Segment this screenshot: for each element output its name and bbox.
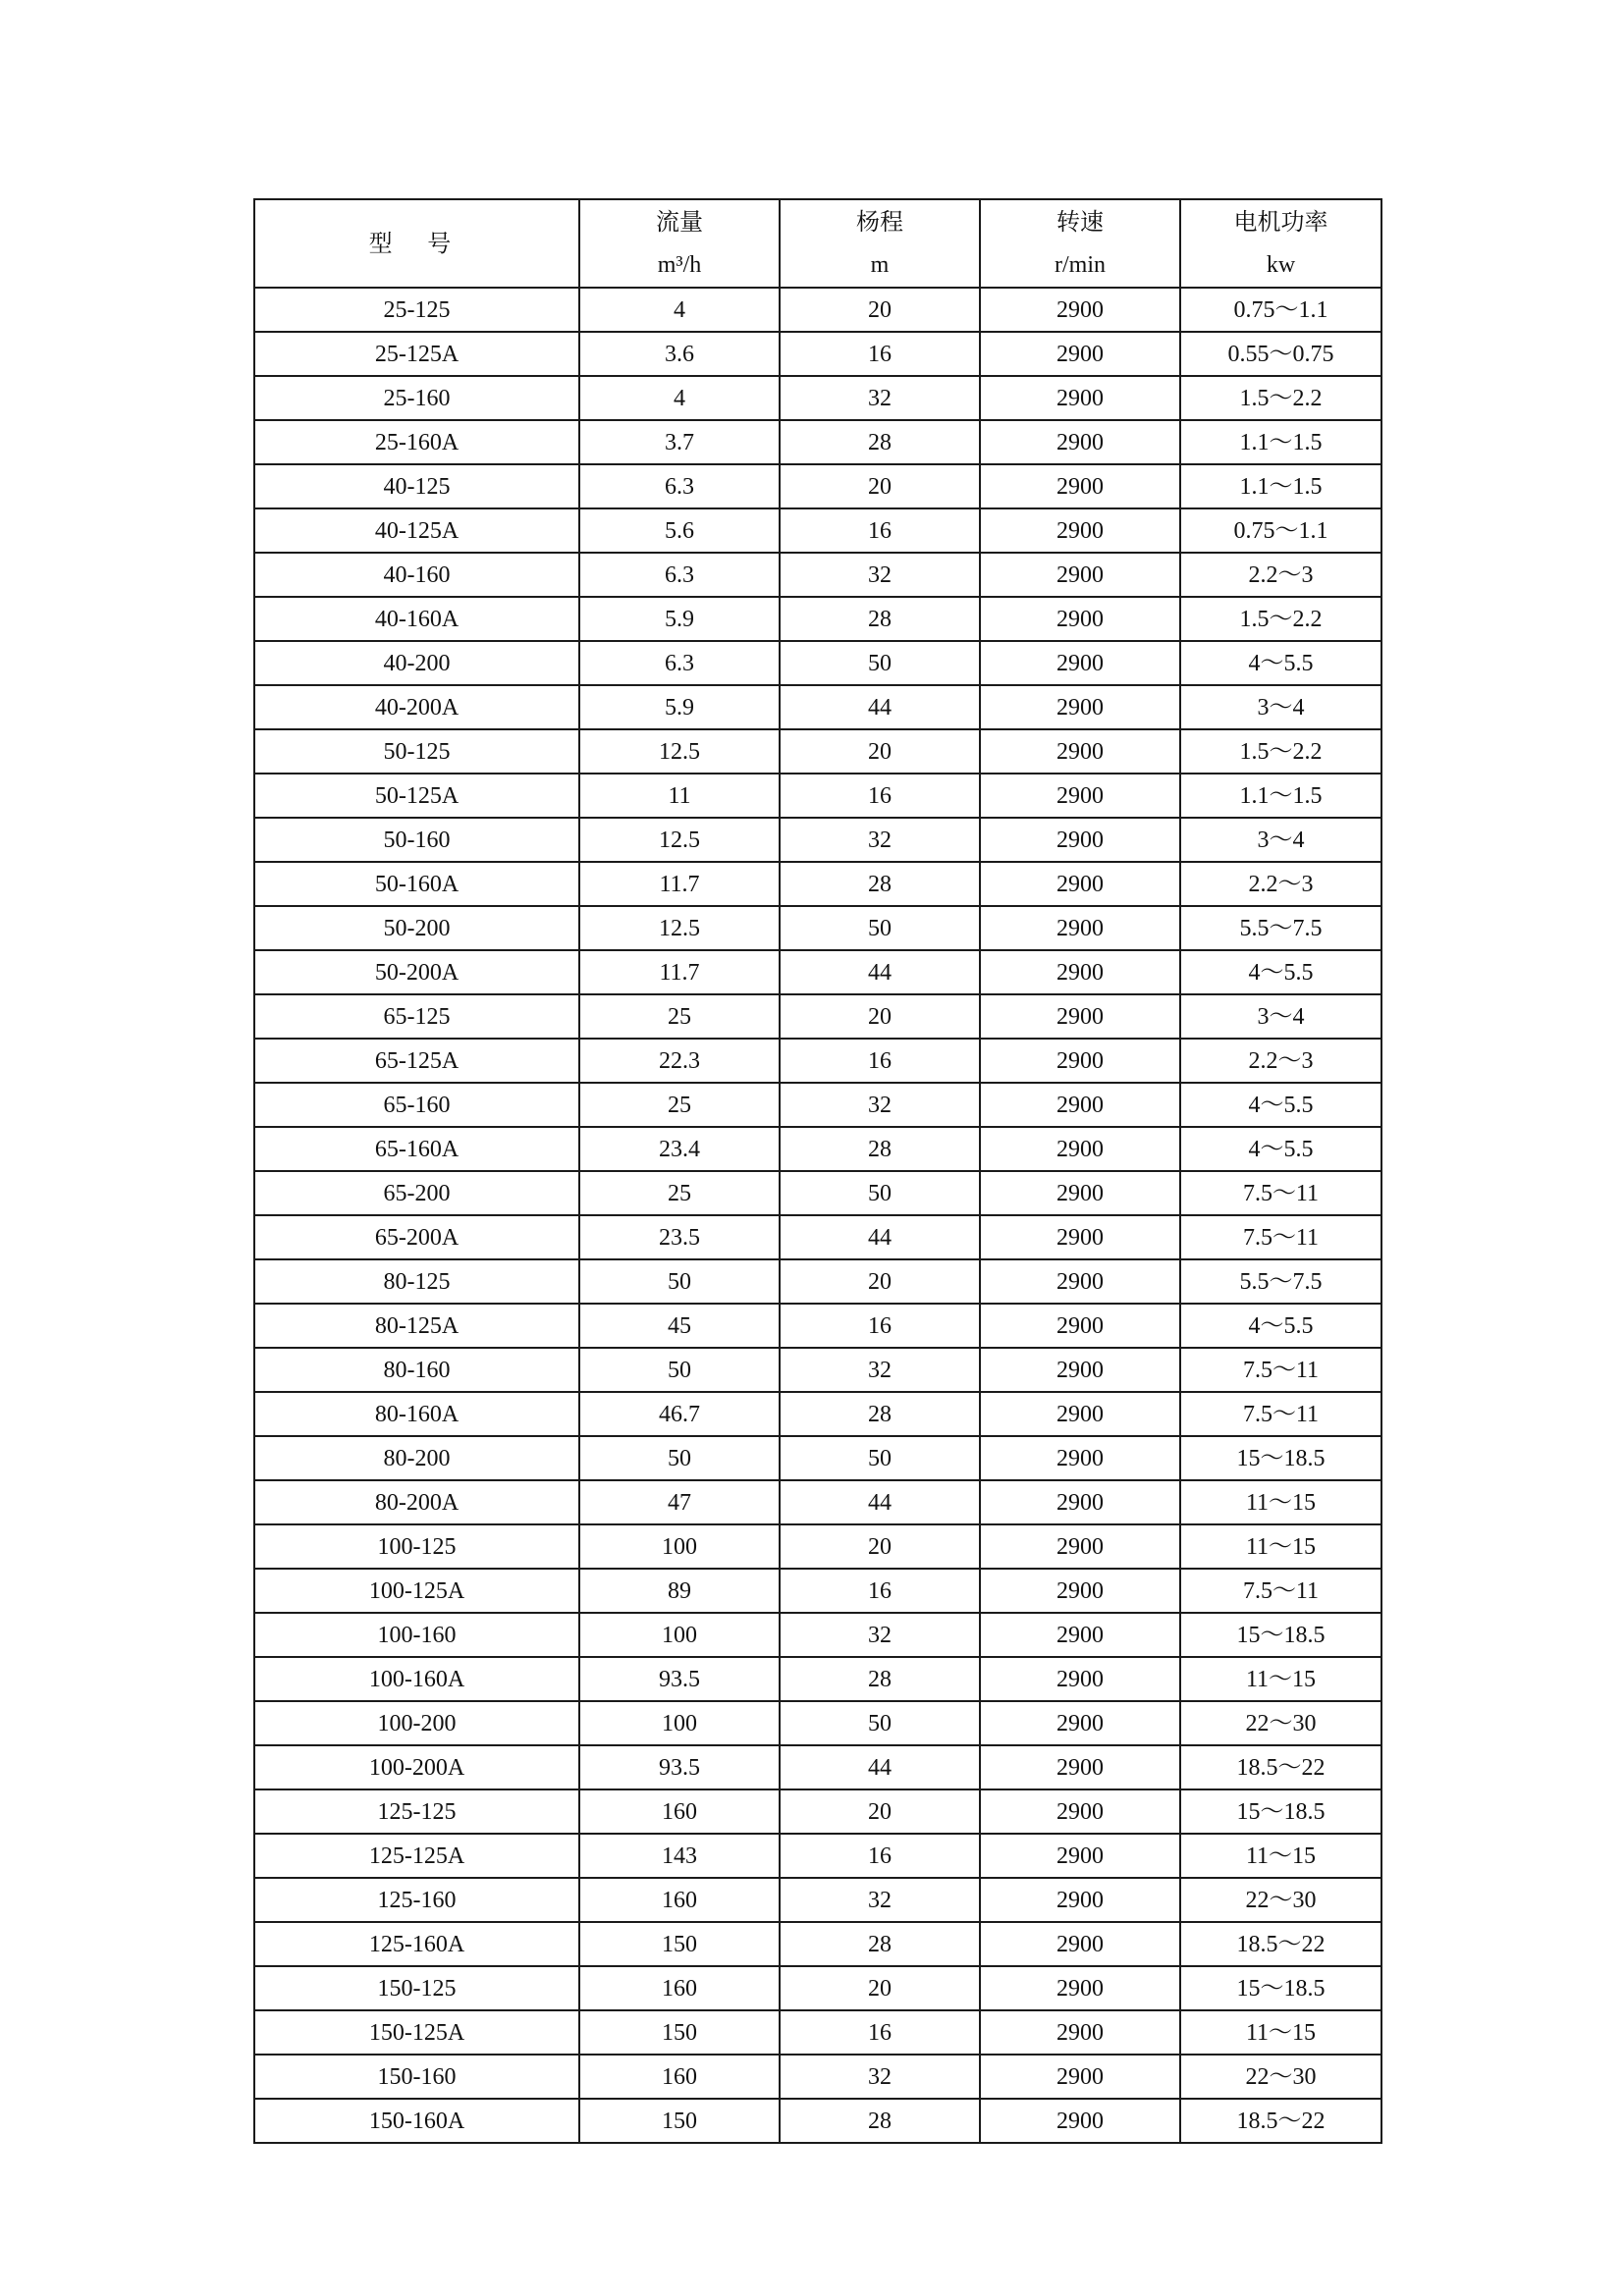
table-row: [254, 597, 1381, 641]
cell-power: 11～15: [1180, 1657, 1381, 1701]
cell-speed: 2900: [980, 464, 1180, 508]
table-row: [254, 1083, 1381, 1127]
cell-speed: 2900: [980, 1127, 1180, 1171]
cell-power: 15～18.5: [1180, 1613, 1381, 1657]
cell-head: 28: [780, 862, 980, 906]
cell-power: 1.5～2.2: [1180, 729, 1381, 774]
cell-head: 44: [780, 1215, 980, 1259]
cell-head: 20: [780, 1966, 980, 2010]
cell-speed: 2900: [980, 420, 1180, 464]
cell-head: 32: [780, 818, 980, 862]
cell-flow: 3.6: [579, 332, 780, 376]
cell-model: 150-160: [254, 2055, 579, 2099]
table-row: [254, 1171, 1381, 1215]
cell-power: 2.2～3: [1180, 1039, 1381, 1083]
cell-head: 32: [780, 1878, 980, 1922]
cell-model: 40-200A: [254, 685, 579, 729]
cell-flow: 25: [579, 1171, 780, 1215]
header-flow: [579, 199, 780, 288]
header-power-unit: kw: [1266, 252, 1296, 278]
cell-head: 28: [780, 1657, 980, 1701]
cell-model: 65-160: [254, 1083, 579, 1127]
header-power: [1180, 199, 1381, 288]
cell-head: 50: [780, 641, 980, 685]
table-row: [254, 2099, 1381, 2143]
cell-head: 20: [780, 1789, 980, 1834]
cell-head: 32: [780, 1613, 980, 1657]
cell-model: 65-125: [254, 994, 579, 1039]
table-row: [254, 1613, 1381, 1657]
table-row: [254, 1922, 1381, 1966]
cell-speed: 2900: [980, 508, 1180, 553]
cell-head: 32: [780, 1348, 980, 1392]
cell-head: 28: [780, 2099, 980, 2143]
cell-flow: 100: [579, 1701, 780, 1745]
cell-speed: 2900: [980, 2010, 1180, 2055]
cell-flow: 47: [579, 1480, 780, 1524]
cell-head: 20: [780, 1259, 980, 1304]
cell-head: 28: [780, 1127, 980, 1171]
cell-model: 50-125: [254, 729, 579, 774]
table-row: [254, 1524, 1381, 1569]
table-row: [254, 1878, 1381, 1922]
cell-flow: 11: [579, 774, 780, 818]
table-row: [254, 1789, 1381, 1834]
cell-flow: 160: [579, 1966, 780, 2010]
table-row: [254, 1304, 1381, 1348]
header-head: [780, 199, 980, 288]
cell-model: 25-125: [254, 288, 579, 332]
cell-speed: 2900: [980, 597, 1180, 641]
cell-head: 32: [780, 2055, 980, 2099]
cell-flow: 143: [579, 1834, 780, 1878]
cell-power: 3～4: [1180, 685, 1381, 729]
cell-model: 125-160A: [254, 1922, 579, 1966]
cell-head: 16: [780, 1834, 980, 1878]
cell-model: 65-200: [254, 1171, 579, 1215]
header-flow-label: 流量: [656, 208, 703, 236]
cell-speed: 2900: [980, 1436, 1180, 1480]
table-row: [254, 994, 1381, 1039]
cell-head: 20: [780, 994, 980, 1039]
cell-model: 50-200: [254, 906, 579, 950]
cell-power: 5.5～7.5: [1180, 1259, 1381, 1304]
cell-speed: 2900: [980, 818, 1180, 862]
cell-speed: 2900: [980, 332, 1180, 376]
cell-flow: 50: [579, 1348, 780, 1392]
cell-flow: 93.5: [579, 1745, 780, 1789]
cell-flow: 150: [579, 2010, 780, 2055]
header-speed-label: 转速: [1056, 208, 1104, 236]
cell-speed: 2900: [980, 2055, 1180, 2099]
cell-speed: 2900: [980, 1524, 1180, 1569]
cell-speed: 2900: [980, 1259, 1180, 1304]
cell-model: 125-125: [254, 1789, 579, 1834]
table-row: [254, 906, 1381, 950]
cell-power: 7.5～11: [1180, 1215, 1381, 1259]
cell-power: 4～5.5: [1180, 1127, 1381, 1171]
table-row: [254, 862, 1381, 906]
cell-model: 50-160: [254, 818, 579, 862]
cell-speed: 2900: [980, 994, 1180, 1039]
cell-head: 50: [780, 1436, 980, 1480]
cell-speed: 2900: [980, 1613, 1180, 1657]
table-row: [254, 376, 1381, 420]
cell-model: 100-160A: [254, 1657, 579, 1701]
cell-speed: 2900: [980, 1701, 1180, 1745]
cell-power: 18.5～22: [1180, 2099, 1381, 2143]
cell-power: 1.5～2.2: [1180, 597, 1381, 641]
cell-flow: 100: [579, 1613, 780, 1657]
cell-head: 44: [780, 1745, 980, 1789]
header-power-label: 电机功率: [1233, 208, 1328, 236]
cell-power: 3～4: [1180, 818, 1381, 862]
cell-speed: 2900: [980, 1789, 1180, 1834]
cell-power: 3～4: [1180, 994, 1381, 1039]
header-row: [254, 199, 1381, 288]
cell-power: 7.5～11: [1180, 1348, 1381, 1392]
cell-flow: 4: [579, 376, 780, 420]
table-row: [254, 1834, 1381, 1878]
cell-head: 44: [780, 950, 980, 994]
cell-power: 22～30: [1180, 1878, 1381, 1922]
cell-model: 50-160A: [254, 862, 579, 906]
cell-speed: 2900: [980, 774, 1180, 818]
table-row: [254, 1127, 1381, 1171]
table-row: [254, 774, 1381, 818]
cell-model: 65-200A: [254, 1215, 579, 1259]
cell-speed: 2900: [980, 1834, 1180, 1878]
cell-flow: 160: [579, 1789, 780, 1834]
cell-power: 4～5.5: [1180, 641, 1381, 685]
cell-head: 16: [780, 774, 980, 818]
cell-model: 40-160A: [254, 597, 579, 641]
table-body: [254, 288, 1381, 2143]
cell-flow: 25: [579, 994, 780, 1039]
cell-power: 11～15: [1180, 1834, 1381, 1878]
cell-head: 28: [780, 420, 980, 464]
cell-model: 80-125A: [254, 1304, 579, 1348]
cell-power: 11～15: [1180, 1524, 1381, 1569]
cell-speed: 2900: [980, 1215, 1180, 1259]
cell-flow: 23.5: [579, 1215, 780, 1259]
cell-flow: 5.9: [579, 597, 780, 641]
cell-head: 16: [780, 1569, 980, 1613]
cell-head: 16: [780, 508, 980, 553]
cell-flow: 5.6: [579, 508, 780, 553]
cell-model: 40-125A: [254, 508, 579, 553]
cell-head: 44: [780, 1480, 980, 1524]
cell-flow: 150: [579, 1922, 780, 1966]
cell-head: 20: [780, 464, 980, 508]
cell-head: 28: [780, 1922, 980, 1966]
cell-flow: 5.9: [579, 685, 780, 729]
cell-flow: 100: [579, 1524, 780, 1569]
cell-power: 7.5～11: [1180, 1171, 1381, 1215]
table-row: [254, 420, 1381, 464]
table-row: [254, 1745, 1381, 1789]
cell-model: 25-160A: [254, 420, 579, 464]
header-model: [254, 199, 579, 288]
header-speed-unit: r/min: [1055, 252, 1106, 278]
cell-power: 4～5.5: [1180, 950, 1381, 994]
table-row: [254, 1259, 1381, 1304]
cell-model: 40-160: [254, 553, 579, 597]
cell-head: 20: [780, 1524, 980, 1569]
cell-speed: 2900: [980, 685, 1180, 729]
cell-model: 100-200: [254, 1701, 579, 1745]
table-row: [254, 729, 1381, 774]
cell-model: 80-200A: [254, 1480, 579, 1524]
cell-model: 25-160: [254, 376, 579, 420]
cell-flow: 6.3: [579, 641, 780, 685]
cell-head: 20: [780, 288, 980, 332]
cell-power: 11～15: [1180, 2010, 1381, 2055]
cell-speed: 2900: [980, 641, 1180, 685]
cell-model: 100-125A: [254, 1569, 579, 1613]
cell-power: 22～30: [1180, 2055, 1381, 2099]
cell-speed: 2900: [980, 1083, 1180, 1127]
cell-speed: 2900: [980, 1745, 1180, 1789]
cell-head: 16: [780, 1039, 980, 1083]
cell-model: 80-160A: [254, 1392, 579, 1436]
cell-model: 65-125A: [254, 1039, 579, 1083]
cell-power: 0.75～1.1: [1180, 288, 1381, 332]
cell-power: 15～18.5: [1180, 1789, 1381, 1834]
table-row: [254, 332, 1381, 376]
table-row: [254, 2055, 1381, 2099]
cell-flow: 160: [579, 2055, 780, 2099]
cell-flow: 11.7: [579, 950, 780, 994]
header-head-unit: m: [870, 252, 890, 278]
cell-power: 1.1～1.5: [1180, 464, 1381, 508]
cell-speed: 2900: [980, 1878, 1180, 1922]
cell-flow: 6.3: [579, 553, 780, 597]
cell-flow: 160: [579, 1878, 780, 1922]
cell-head: 28: [780, 1392, 980, 1436]
cell-model: 100-125: [254, 1524, 579, 1569]
table-row: [254, 1480, 1381, 1524]
cell-speed: 2900: [980, 729, 1180, 774]
cell-model: 80-200: [254, 1436, 579, 1480]
cell-power: 4～5.5: [1180, 1083, 1381, 1127]
cell-model: 50-200A: [254, 950, 579, 994]
table-row: [254, 1657, 1381, 1701]
cell-power: 4～5.5: [1180, 1304, 1381, 1348]
cell-flow: 22.3: [579, 1039, 780, 1083]
cell-power: 7.5～11: [1180, 1569, 1381, 1613]
cell-head: 16: [780, 332, 980, 376]
table-header: [254, 199, 1381, 288]
cell-model: 80-160: [254, 1348, 579, 1392]
cell-power: 18.5～22: [1180, 1745, 1381, 1789]
cell-flow: 50: [579, 1259, 780, 1304]
cell-head: 50: [780, 1701, 980, 1745]
cell-speed: 2900: [980, 1039, 1180, 1083]
cell-model: 80-125: [254, 1259, 579, 1304]
cell-speed: 2900: [980, 1922, 1180, 1966]
cell-speed: 2900: [980, 862, 1180, 906]
table-row: [254, 553, 1381, 597]
cell-model: 100-160: [254, 1613, 579, 1657]
cell-power: 15～18.5: [1180, 1436, 1381, 1480]
cell-speed: 2900: [980, 1569, 1180, 1613]
cell-flow: 25: [579, 1083, 780, 1127]
cell-head: 32: [780, 553, 980, 597]
cell-power: 5.5～7.5: [1180, 906, 1381, 950]
cell-model: 40-200: [254, 641, 579, 685]
cell-power: 1.5～2.2: [1180, 376, 1381, 420]
cell-power: 22～30: [1180, 1701, 1381, 1745]
table-row: [254, 1569, 1381, 1613]
cell-flow: 3.7: [579, 420, 780, 464]
cell-head: 20: [780, 729, 980, 774]
table-row: [254, 685, 1381, 729]
cell-power: 2.2～3: [1180, 553, 1381, 597]
cell-model: 125-125A: [254, 1834, 579, 1878]
cell-speed: 2900: [980, 2099, 1180, 2143]
cell-model: 150-125: [254, 1966, 579, 2010]
cell-head: 16: [780, 2010, 980, 2055]
table-row: [254, 950, 1381, 994]
cell-power: 0.55～0.75: [1180, 332, 1381, 376]
cell-flow: 150: [579, 2099, 780, 2143]
cell-model: 65-160A: [254, 1127, 579, 1171]
cell-power: 18.5～22: [1180, 1922, 1381, 1966]
cell-head: 44: [780, 685, 980, 729]
cell-speed: 2900: [980, 1304, 1180, 1348]
cell-flow: 12.5: [579, 729, 780, 774]
cell-head: 16: [780, 1304, 980, 1348]
table-row: [254, 1701, 1381, 1745]
table-row: [254, 1392, 1381, 1436]
cell-flow: 12.5: [579, 906, 780, 950]
table-row: [254, 818, 1381, 862]
table-row: [254, 2010, 1381, 2055]
cell-flow: 12.5: [579, 818, 780, 862]
cell-speed: 2900: [980, 950, 1180, 994]
cell-head: 28: [780, 597, 980, 641]
cell-flow: 6.3: [579, 464, 780, 508]
cell-model: 40-125: [254, 464, 579, 508]
table-row: [254, 288, 1381, 332]
cell-speed: 2900: [980, 906, 1180, 950]
cell-model: 150-125A: [254, 2010, 579, 2055]
cell-flow: 46.7: [579, 1392, 780, 1436]
cell-flow: 11.7: [579, 862, 780, 906]
table-row: [254, 1966, 1381, 2010]
pump-spec-table: [253, 198, 1382, 2144]
cell-speed: 2900: [980, 1392, 1180, 1436]
cell-speed: 2900: [980, 1966, 1180, 2010]
table-row: [254, 1348, 1381, 1392]
header-flow-unit: m³/h: [657, 252, 702, 278]
cell-flow: 93.5: [579, 1657, 780, 1701]
table-row: [254, 464, 1381, 508]
cell-speed: 2900: [980, 1657, 1180, 1701]
cell-speed: 2900: [980, 376, 1180, 420]
cell-head: 32: [780, 376, 980, 420]
cell-head: 50: [780, 1171, 980, 1215]
cell-speed: 2900: [980, 1171, 1180, 1215]
cell-flow: 4: [579, 288, 780, 332]
cell-model: 25-125A: [254, 332, 579, 376]
table-row: [254, 1215, 1381, 1259]
cell-speed: 2900: [980, 1348, 1180, 1392]
cell-head: 32: [780, 1083, 980, 1127]
header-speed: [980, 199, 1180, 288]
cell-speed: 2900: [980, 288, 1180, 332]
cell-power: 7.5～11: [1180, 1392, 1381, 1436]
cell-speed: 2900: [980, 1480, 1180, 1524]
cell-model: 100-200A: [254, 1745, 579, 1789]
cell-head: 50: [780, 906, 980, 950]
header-head-label: 杨程: [856, 208, 903, 236]
cell-power: 11～15: [1180, 1480, 1381, 1524]
cell-model: 50-125A: [254, 774, 579, 818]
cell-flow: 45: [579, 1304, 780, 1348]
cell-power: 0.75～1.1: [1180, 508, 1381, 553]
cell-model: 150-160A: [254, 2099, 579, 2143]
table-row: [254, 1039, 1381, 1083]
cell-power: 1.1～1.5: [1180, 420, 1381, 464]
cell-power: 2.2～3: [1180, 862, 1381, 906]
table-row: [254, 1436, 1381, 1480]
cell-power: 15～18.5: [1180, 1966, 1381, 2010]
cell-speed: 2900: [980, 553, 1180, 597]
table-row: [254, 641, 1381, 685]
cell-flow: 23.4: [579, 1127, 780, 1171]
cell-flow: 50: [579, 1436, 780, 1480]
cell-power: 1.1～1.5: [1180, 774, 1381, 818]
cell-flow: 89: [579, 1569, 780, 1613]
table-row: [254, 508, 1381, 553]
cell-model: 125-160: [254, 1878, 579, 1922]
header-model-label: 型 号: [368, 230, 465, 257]
